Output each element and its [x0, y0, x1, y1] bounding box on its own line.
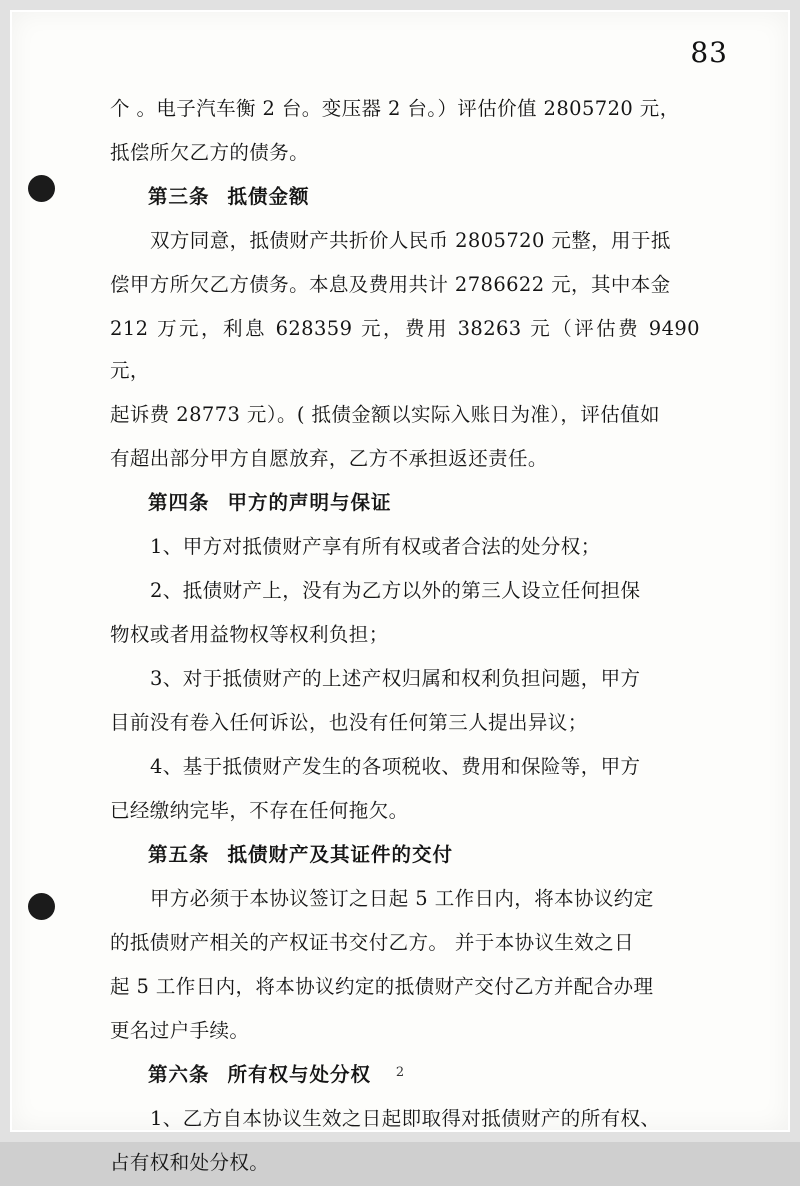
- section-heading-article-5: [110, 834, 700, 876]
- list-item: 2、抵债财产上，没有为乙方以外的第三人设立任何担保: [150, 579, 641, 602]
- paragraph: 个 。电子汽车衡 2 台。变压器 2 台。）评估价值 2805720 元，: [110, 97, 680, 120]
- paragraph: 抵偿所欠乙方的债务。: [110, 141, 310, 164]
- paragraph: 212 万元，利息 628359 元，费用 38263 元（评估费 9490 元，: [110, 317, 700, 382]
- paragraph: 有超出部分甲方自愿放弃，乙方不承担返还责任。: [110, 447, 548, 470]
- footer-page-number: 2: [395, 1065, 405, 1080]
- section-heading-article-4: [110, 482, 700, 524]
- paragraph: 目前没有卷入任何诉讼，也没有任何第三人提出异议；: [110, 711, 588, 734]
- section-heading-title: 所有权与处分权: [227, 1063, 372, 1086]
- page-number-top: 83: [690, 36, 728, 69]
- punch-hole-icon-top: [28, 175, 55, 202]
- section-heading-label: 第五条: [148, 843, 210, 866]
- paragraph: 已经缴纳完毕，不存在任何拖欠。: [110, 799, 409, 822]
- paragraph: 双方同意，抵债财产共折价人民币 2805720 元整，用于抵: [150, 229, 671, 252]
- section-heading-label: 第四条: [148, 491, 210, 514]
- paragraph: 物权或者用益物权等权利负担；: [110, 623, 389, 646]
- section-heading-article-3: [110, 176, 700, 218]
- section-heading-title: 抵债财产及其证件的交付: [227, 843, 454, 866]
- paragraph: 占有权和处分权。: [110, 1151, 270, 1174]
- paragraph: 起 5 工作日内，将本协议约定的抵债财产交付乙方并配合办理: [110, 975, 654, 998]
- paragraph: 起诉费 28773 元）。( 抵债金额以实际入账日为准），评估值如: [110, 403, 660, 426]
- list-item: 3、对于抵债财产的上述产权归属和权利负担问题，甲方: [150, 667, 641, 690]
- paragraph: 更名过户手续。: [110, 1019, 250, 1042]
- list-item: 1、乙方自本协议生效之日起即取得对抵债财产的所有权、: [150, 1107, 661, 1130]
- document-body: [110, 88, 700, 1186]
- paragraph: 偿甲方所欠乙方债务。本息及费用共计 2786622 元，其中本金: [110, 273, 671, 296]
- punch-hole-icon-bottom: [28, 893, 55, 920]
- section-heading-title: 抵债金额: [227, 185, 310, 208]
- section-heading-label: 第三条: [148, 185, 210, 208]
- list-item: 4、基于抵债财产发生的各项税收、费用和保险等，甲方: [150, 755, 641, 778]
- section-heading-label: 第六条: [148, 1063, 210, 1086]
- paragraph: 甲方必须于本协议签订之日起 5 工作日内，将本协议约定: [150, 887, 654, 910]
- section-heading-title: 甲方的声明与保证: [227, 491, 392, 514]
- list-item: 1、甲方对抵债财产享有所有权或者合法的处分权；: [150, 535, 601, 558]
- paragraph: 的抵债财产相关的产权证书交付乙方。 并于本协议生效之日: [110, 931, 634, 954]
